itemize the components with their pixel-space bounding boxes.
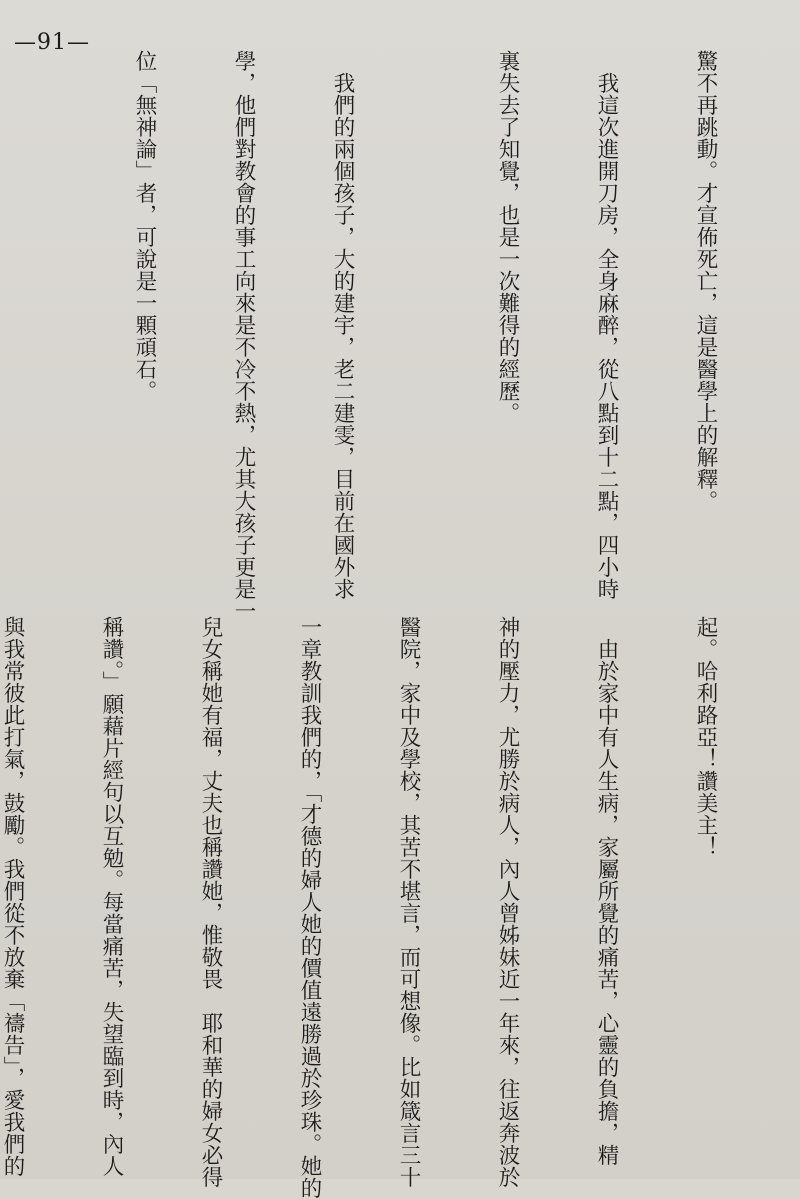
text-column: 位「無神論」者，可說是一顆頑石。 <box>132 50 157 402</box>
text-column: 醫院，家中及學校，其苦不堪言，而可想像。比如箴言三十 <box>396 616 421 1188</box>
text-column: 我們的兩個孩子，大的建宇，老二建雯，目前在國外求 <box>330 50 355 600</box>
upper-text-block <box>0 50 788 622</box>
text-column: 一章教訓我們的，「才德的婦人她的價值遠勝過於珍珠。她的 <box>297 616 322 1199</box>
text-column: 我這次進開刀房，全身麻醉，從八點到十二點，四小時 <box>594 50 619 600</box>
text-column: 裏失去了知覺，也是一次難得的經歷。 <box>495 50 520 424</box>
page-number: —91— <box>14 30 90 55</box>
text-column: 稱讚。」願藉片經句以互勉。每當痛苦，失望臨到時，內人 <box>99 616 124 1178</box>
text-column: 由於家中有人生病，家屬所覺的痛苦，心靈的負擔，精 <box>594 616 619 1166</box>
text-column: 與我常彼此打氣，鼓勵。我們從不放棄「禱告」，愛我們的 <box>0 616 25 1178</box>
text-column: 神的壓力，尤勝於病人，內人曾姊妹近一年來，往返奔波於 <box>495 616 520 1188</box>
text-column: 兒女稱她有福，丈夫也稱讚她，惟敬畏 耶和華的婦女必得 <box>198 616 223 1188</box>
text-column: 起。哈利路亞！讚美主！ <box>693 616 718 858</box>
text-column: 學，他們對教會的事工向來是不冷不熱，尤其大孩子更是一 <box>231 50 256 622</box>
lower-text-block <box>0 616 788 1199</box>
text-column: 驚不再跳動。才宣佈死亡，這是醫學上的解釋。 <box>693 50 718 512</box>
